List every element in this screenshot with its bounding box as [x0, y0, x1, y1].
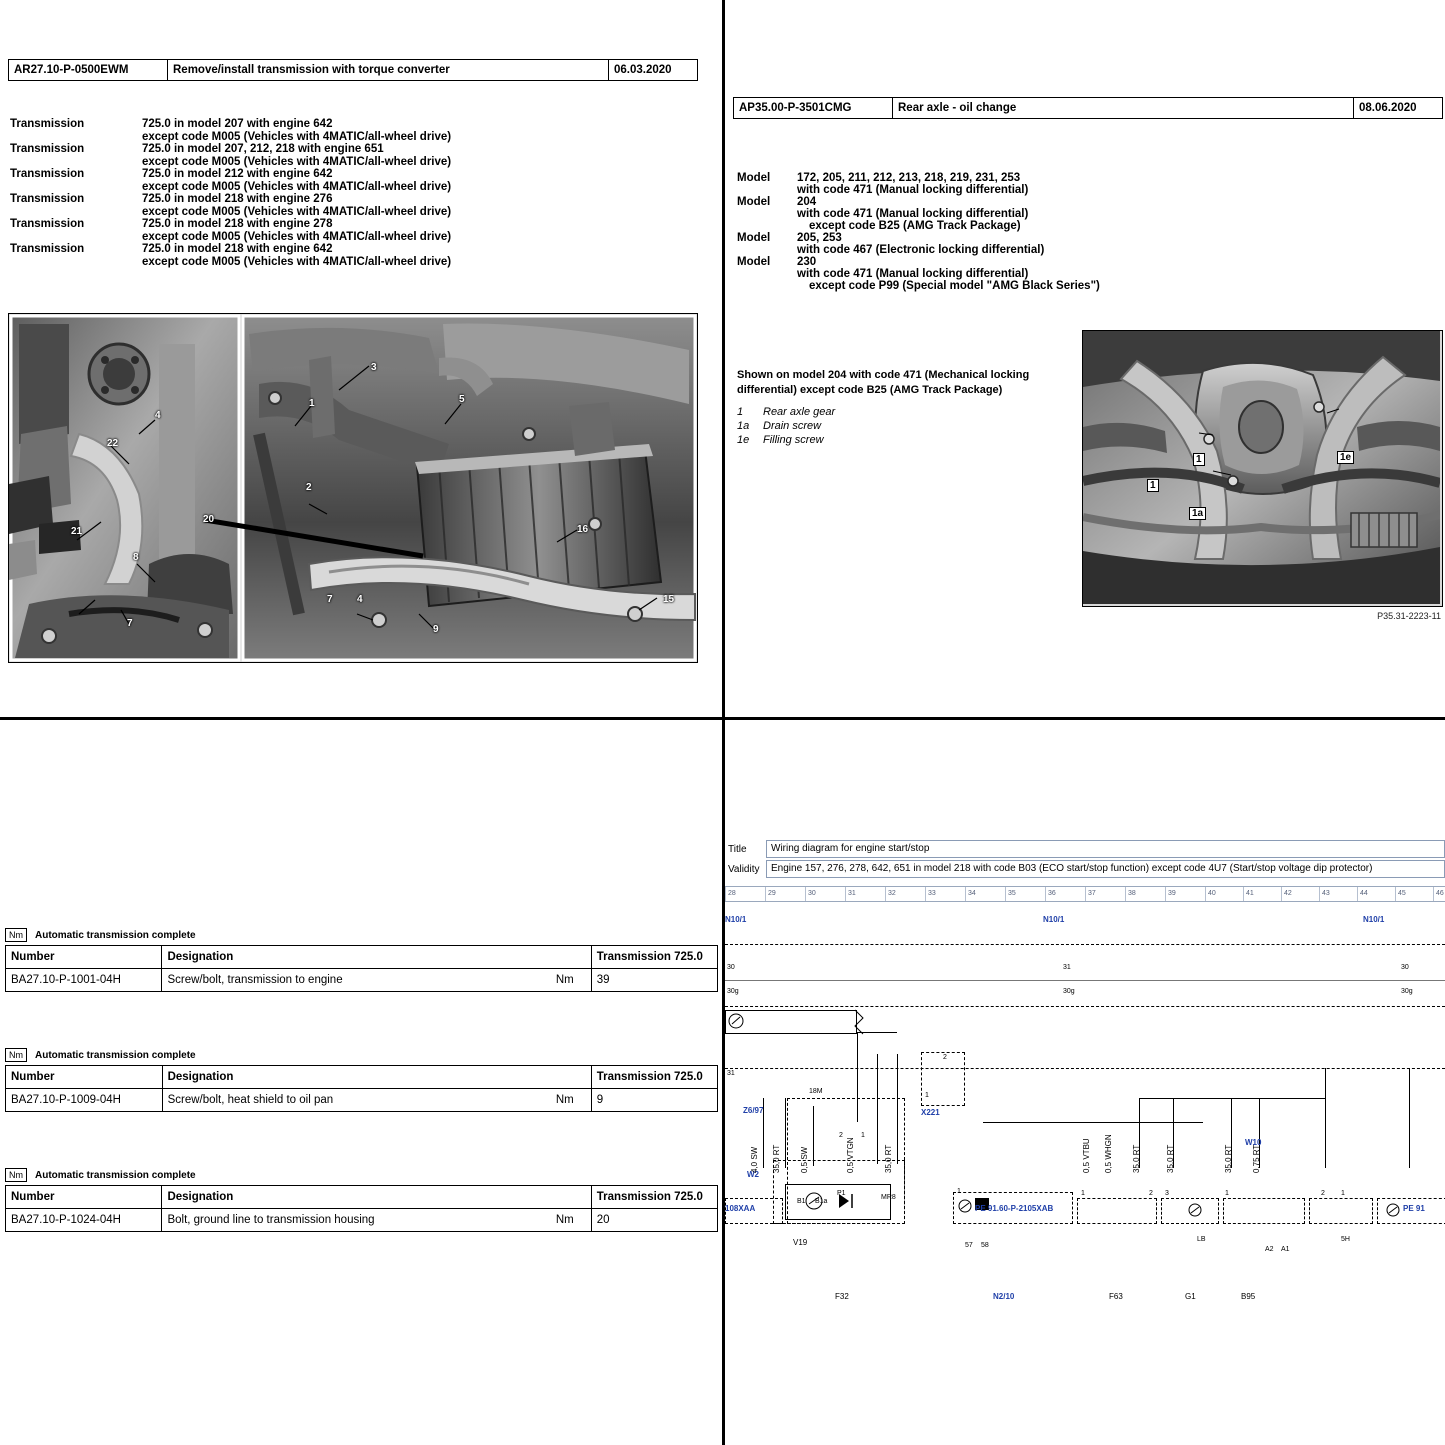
row-note: except code M005 (Vehicles with 4MATIC/all-wheel drive)	[142, 131, 452, 143]
document-header-rear-axle	[733, 97, 1443, 119]
wire-label-1: 35,0 RT	[772, 1144, 781, 1173]
pin-marker-1: 1	[1081, 1190, 1085, 1197]
document-title: Remove/install transmission with torque converter	[168, 60, 609, 80]
title-label: Title	[728, 843, 747, 855]
sensor-symbol-icon	[1385, 1202, 1401, 1218]
row-marker-31: 31	[1063, 964, 1071, 971]
row-marker-30: 30	[727, 964, 735, 971]
torque-group-2	[5, 1048, 720, 1112]
list-item	[737, 196, 1337, 208]
legend-text: Rear axle gear	[763, 406, 836, 418]
wire-label-18: A2	[1265, 1246, 1274, 1253]
row-value: 172, 205, 211, 212, 213, 218, 219, 231, 253	[797, 172, 1021, 184]
ruler-tick: 31	[845, 887, 856, 901]
designation-text: Screw/bolt, transmission to engine	[167, 974, 343, 986]
torque-group-header	[5, 1048, 720, 1062]
figure-legend	[737, 406, 997, 448]
pin-2: 2	[943, 1054, 947, 1061]
column-header-designation: Designation	[162, 1066, 591, 1089]
callout-1e: 1e	[1337, 451, 1354, 464]
wire-label-0: 4,0 SW	[750, 1146, 759, 1173]
cell-number: BA27.10-P-1024-04H	[6, 1209, 162, 1232]
ruler-tick: 29	[765, 887, 776, 901]
row-marker-30g-b: 30g	[1063, 988, 1075, 995]
torque-group-title: Automatic transmission complete	[35, 1169, 196, 1181]
component-label-pe-91: PE 91	[1403, 1204, 1425, 1213]
row-label: Transmission	[10, 143, 85, 155]
component-label-v19: V19	[793, 1238, 808, 1247]
document-id: AR27.10-P-0500EWM	[9, 60, 168, 80]
row-value: 725.0 in model 218 with engine 642	[142, 243, 333, 255]
row-label: Model	[737, 172, 771, 184]
ruler-tick: 33	[925, 887, 936, 901]
table-row	[6, 969, 718, 992]
transmission-underbody-photo	[8, 313, 698, 663]
list-item	[737, 232, 1337, 244]
column-ruler	[725, 886, 1445, 902]
torque-group-title: Automatic transmission complete	[35, 1049, 196, 1061]
pin-marker-6: 2	[1321, 1190, 1325, 1197]
wire-label-2: 0,5 SW	[800, 1146, 809, 1173]
list-item	[737, 256, 1337, 268]
table-row	[6, 1209, 718, 1232]
module-symbol-icon	[957, 1198, 973, 1214]
net-label-n10-1-c: N10/1	[1363, 915, 1385, 924]
callout-5: 5	[459, 394, 465, 405]
wire-label-10: 0,75 RT	[1252, 1144, 1261, 1173]
ruler-tick: 46	[1433, 887, 1444, 901]
component-label-z6-97: Z6/97	[743, 1106, 764, 1115]
unit-text: Nm	[555, 974, 574, 986]
legend-key: 1a	[737, 420, 750, 432]
row-label: Transmission	[10, 218, 85, 230]
validity-row	[725, 860, 1445, 878]
component-label-g1: G1	[1185, 1292, 1196, 1301]
ruler-tick: 30	[805, 887, 816, 901]
component-label-n2-10: N2/10	[993, 1292, 1015, 1301]
validity-field[interactable]: Engine 157, 276, 278, 642, 651 in model 218 with code B03 (ECO start/stop function) except code 4U7 (Start/stop voltage dip protector)	[766, 860, 1445, 878]
row-note: with code 467 (Electronic locking differential)	[797, 244, 1045, 256]
ruler-tick: 37	[1085, 887, 1096, 901]
row-marker-30g: 30g	[727, 988, 739, 995]
callout-9: 9	[433, 624, 439, 635]
panel-rear-axle-oil-change	[725, 0, 1445, 717]
list-item	[10, 243, 710, 255]
ruler-tick: 45	[1395, 887, 1406, 901]
row-note: except code B25 (AMG Track Package)	[809, 220, 1021, 232]
transmission-variant-list	[10, 118, 710, 268]
wire-label-8: 35,0 RT	[1166, 1144, 1175, 1173]
pin-1: 1	[925, 1092, 929, 1099]
document-date: 08.06.2020	[1359, 102, 1417, 114]
component-b95-outline	[1223, 1198, 1305, 1224]
row-label: Model	[737, 232, 771, 244]
validity-label: Validity	[728, 863, 760, 875]
list-item	[10, 193, 710, 205]
wire-label-6: 0,5 WHGN	[1104, 1134, 1113, 1173]
row-note: with code 471 (Manual locking differential)	[797, 268, 1029, 280]
column-header-designation: Designation	[162, 946, 591, 969]
wire-label-16: LB	[1197, 1236, 1206, 1243]
pin-marker-3: 3	[1165, 1190, 1169, 1197]
callout-4: 4	[155, 410, 161, 421]
bus-line-5	[785, 1098, 786, 1168]
row-label: Transmission	[10, 193, 85, 205]
callout-20: 20	[203, 514, 215, 525]
pin-marker-4: 1	[957, 1188, 961, 1195]
wire-label-14: B1	[797, 1198, 806, 1205]
list-item	[10, 118, 710, 130]
component-label-f32: F32	[835, 1292, 849, 1301]
generator-symbol-icon	[1187, 1202, 1203, 1218]
nm-badge-icon: Nm	[5, 1168, 27, 1182]
component-label-108xaa: 108XAA	[725, 1204, 756, 1213]
torque-group-title: Automatic transmission complete	[35, 929, 196, 941]
row-value: 725.0 in model 218 with engine 276	[142, 193, 333, 205]
wire-label-7: 35,0 RT	[1132, 1144, 1141, 1173]
row-value: 725.0 in model 207, 212, 218 with engine 651	[142, 143, 384, 155]
legend-key: 1e	[737, 434, 750, 446]
table-header-row	[6, 1066, 718, 1089]
torque-table	[5, 1065, 718, 1112]
panel-torque-specifications	[0, 720, 722, 1445]
row-value: 230	[797, 256, 817, 268]
ground-symbol-icon	[727, 1012, 745, 1030]
document-header-transmission	[8, 59, 698, 81]
section-separator-3	[725, 1006, 1445, 1007]
cell-value: 39	[591, 969, 717, 992]
list-item	[10, 143, 710, 155]
designation-text: Screw/bolt, heat shield to oil pan	[167, 1094, 334, 1106]
title-field[interactable]: Wiring diagram for engine start/stop	[766, 840, 1445, 858]
wire-label-12: P1	[837, 1190, 846, 1197]
row-note: except code M005 (Vehicles with 4MATIC/all-wheel drive)	[142, 206, 452, 218]
legend-item	[737, 434, 997, 446]
callout-22: 22	[107, 438, 119, 449]
rear-axle-photo	[1082, 330, 1443, 607]
pin-marker-7: 1	[1341, 1190, 1345, 1197]
row-note: except code M005 (Vehicles with 4MATIC/all-wheel drive)	[142, 156, 452, 168]
row-marker-31b: 31	[727, 1070, 735, 1077]
wire-label-13: MR8	[881, 1194, 896, 1201]
component-label-b95: B95	[1241, 1292, 1256, 1301]
legend-item	[737, 420, 997, 432]
net-label-n10-1-a: N10/1	[725, 915, 747, 924]
pin-marker-8: 2	[839, 1132, 843, 1139]
cell-designation	[162, 1209, 591, 1232]
ruler-tick: 44	[1357, 887, 1368, 901]
row-label: Model	[737, 196, 771, 208]
ruler-tick: 28	[725, 887, 736, 901]
wiring-diagram-meta	[725, 840, 1445, 880]
row-value: 205, 253	[797, 232, 842, 244]
callout-1a: 1a	[1189, 507, 1206, 520]
section-separator-4	[725, 1068, 1445, 1069]
wire-label-4: 35,0 RT	[884, 1144, 893, 1173]
nm-badge-icon: Nm	[5, 928, 27, 942]
list-item	[10, 218, 710, 230]
bus-crossbar-3	[857, 1032, 897, 1033]
ruler-tick: 34	[965, 887, 976, 901]
callout-1-secondary: 1	[1147, 479, 1159, 492]
section-separator-2	[725, 980, 1445, 981]
column-header-number: Number	[6, 1186, 162, 1209]
cell-number: BA27.10-P-1009-04H	[6, 1089, 163, 1112]
document-id: AP35.00-P-3501CMG	[734, 98, 893, 118]
panel-wiring-diagram	[725, 720, 1445, 1445]
row-value: 725.0 in model 218 with engine 278	[142, 218, 333, 230]
wire-label-5: 0,5 VTBU	[1082, 1138, 1091, 1173]
row-note: except code M005 (Vehicles with 4MATIC/all-wheel drive)	[142, 231, 452, 243]
designation-text: Bolt, ground line to transmission housing	[167, 1214, 375, 1226]
row-value: 725.0 in model 207 with engine 642	[142, 118, 333, 130]
callout-2: 2	[306, 482, 312, 493]
component-label-w2: W2	[747, 1170, 759, 1179]
row-value: 725.0 in model 212 with engine 642	[142, 168, 333, 180]
cell-value: 20	[591, 1209, 717, 1232]
figure-caption: P35.31-2223-11	[1377, 611, 1441, 621]
callout-7: 7	[127, 618, 133, 629]
callout-7b: 7	[327, 594, 333, 605]
pin-marker-5: 1	[1225, 1190, 1229, 1197]
list-item	[737, 172, 1337, 184]
column-header-number: Number	[6, 1066, 163, 1089]
row-label: Transmission	[10, 168, 85, 180]
row-label: Model	[737, 256, 771, 268]
net-label-n10-1-b: N10/1	[1043, 915, 1065, 924]
bus-crossbar-1	[1139, 1098, 1325, 1099]
unit-text: Nm	[555, 1214, 574, 1226]
torque-group-1	[5, 928, 720, 992]
component-label-f63: F63	[1109, 1292, 1123, 1301]
row-marker-30b: 30	[1401, 964, 1409, 971]
row-note: with code 471 (Manual locking differential)	[797, 208, 1029, 220]
ruler-tick: 40	[1205, 887, 1216, 901]
row-note: with code 471 (Manual locking differential)	[797, 184, 1029, 196]
list-item	[10, 168, 710, 180]
legend-text: Filling screw	[763, 434, 824, 446]
ruler-tick: 32	[885, 887, 896, 901]
nm-badge-icon: Nm	[5, 1048, 27, 1062]
torque-group-header	[5, 928, 720, 942]
component-label-x221: X221	[921, 1108, 940, 1117]
wire-label-9: 35,0 RT	[1224, 1144, 1233, 1173]
row-value: 204	[797, 196, 817, 208]
bus-line-12	[1409, 1068, 1410, 1168]
cell-number: BA27.10-P-1001-04H	[6, 969, 162, 992]
component-aux-outline	[1309, 1198, 1373, 1224]
wire-label-15: B1a	[815, 1198, 828, 1205]
callout-15: 15	[663, 594, 675, 605]
torque-table	[5, 945, 718, 992]
cell-designation	[162, 1089, 591, 1112]
ruler-tick: 38	[1125, 887, 1136, 901]
legend-item	[737, 406, 997, 418]
callout-1: 1	[1193, 453, 1205, 466]
callout-4b: 4	[357, 594, 363, 605]
wire-label-11: 18M	[809, 1088, 823, 1095]
wiring-diagram-canvas[interactable]	[725, 902, 1445, 1332]
row-label: Transmission	[10, 118, 85, 130]
callout-8: 8	[133, 552, 139, 563]
ruler-tick: 35	[1005, 887, 1016, 901]
row-marker-30g-c: 30g	[1401, 988, 1413, 995]
component-label-pe-91-60: PE 91.60-P-2105XAB	[975, 1204, 1054, 1213]
wire-label-17: 5H	[1341, 1236, 1350, 1243]
model-variant-list	[737, 172, 1337, 292]
torque-group-header	[5, 1168, 720, 1182]
cell-value: 9	[591, 1089, 717, 1112]
unit-text: Nm	[555, 1094, 574, 1106]
wire-label-20: 57	[965, 1242, 973, 1249]
ruler-tick: 39	[1165, 887, 1176, 901]
column-header-value: Transmission 725.0	[591, 1186, 717, 1209]
pin-marker-9: 1	[861, 1132, 865, 1139]
bus-crossbar-2	[983, 1122, 1203, 1123]
wire-label-21: 58	[981, 1242, 989, 1249]
section-separator-1	[725, 944, 1445, 945]
ruler-tick: 36	[1045, 887, 1056, 901]
component-f63-outline	[1077, 1198, 1157, 1224]
photo-illustration	[1083, 331, 1440, 604]
column-header-designation: Designation	[162, 1186, 591, 1209]
ruler-tick: 41	[1243, 887, 1254, 901]
callout-3: 3	[371, 362, 377, 373]
callout-21: 21	[71, 526, 83, 537]
shown-on-note: Shown on model 204 with code 471 (Mechanical locking differential) except code B25 (AMG Track Package)	[737, 369, 1030, 396]
torque-group-3	[5, 1168, 720, 1232]
wire-label-3: 0,5 VTGN	[846, 1137, 855, 1173]
column-header-value: Transmission 725.0	[591, 1066, 717, 1089]
legend-text: Drain screw	[763, 420, 822, 432]
component-label-w10: W10	[1245, 1138, 1262, 1147]
table-header-row	[6, 1186, 718, 1209]
ruler-tick: 42	[1281, 887, 1292, 901]
callout-16: 16	[577, 524, 589, 535]
panel-remove-install-transmission	[0, 0, 722, 717]
legend-key: 1	[737, 406, 744, 418]
bus-line-11	[1325, 1068, 1326, 1168]
document-title: Rear axle - oil change	[893, 98, 1354, 118]
table-header-row	[6, 946, 718, 969]
row-label: Transmission	[10, 243, 85, 255]
title-row	[725, 840, 1445, 858]
cell-designation	[162, 969, 591, 992]
row-note: except code M005 (Vehicles with 4MATIC/all-wheel drive)	[142, 256, 452, 268]
table-row	[6, 1089, 718, 1112]
pin-marker-2: 2	[1149, 1190, 1153, 1197]
ruler-tick: 43	[1319, 887, 1330, 901]
row-note: except code P99 (Special model "AMG Black Series")	[809, 280, 1100, 292]
wire-label-19: A1	[1281, 1246, 1290, 1253]
column-header-number: Number	[6, 946, 162, 969]
document-date: 06.03.2020	[614, 64, 672, 76]
column-header-value: Transmission 725.0	[591, 946, 717, 969]
callout-1: 1	[309, 398, 315, 409]
torque-table	[5, 1185, 718, 1232]
row-note: except code M005 (Vehicles with 4MATIC/all-wheel drive)	[142, 181, 452, 193]
photo-illustration	[9, 314, 697, 662]
